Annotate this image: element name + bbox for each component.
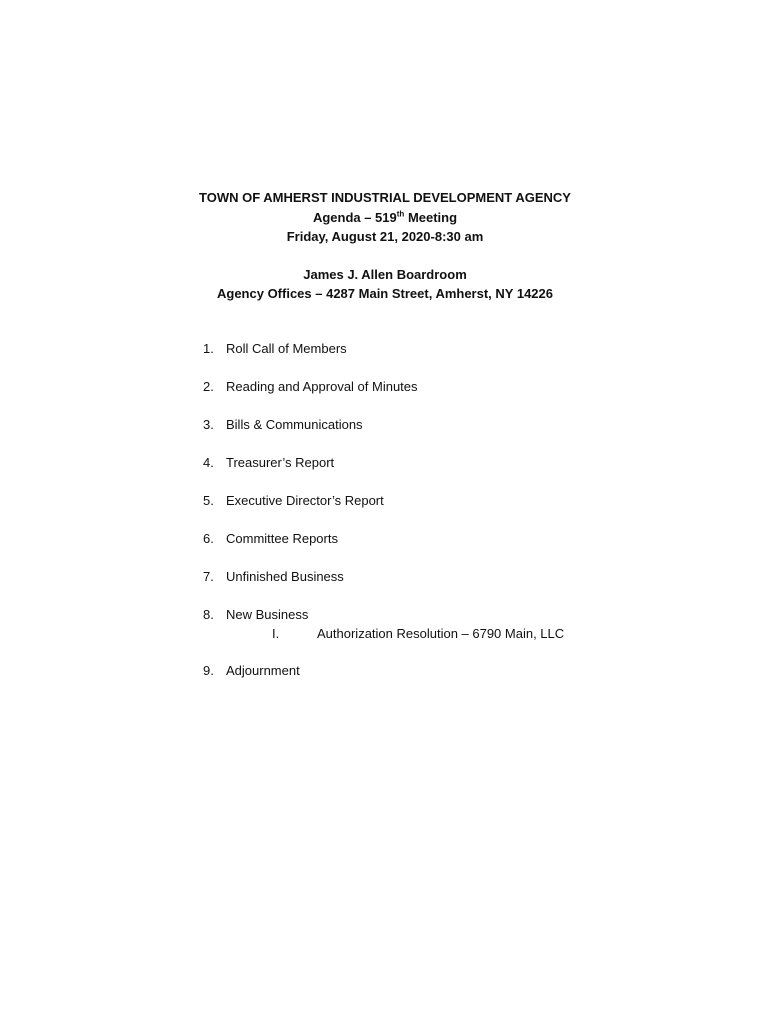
agenda-item: [203, 568, 344, 586]
meeting-address: Agency Offices – 4287 Main Street, Amherst, NY 14226: [217, 286, 553, 301]
agenda-header: [0, 188, 770, 304]
header-spacer: [0, 247, 770, 265]
agenda-item-label: New Business: [226, 607, 309, 622]
agenda-item-label: Adjournment: [226, 663, 300, 678]
agenda-item-label: Roll Call of Members: [226, 341, 347, 356]
agenda-item-label: Executive Director’s Report: [226, 493, 384, 508]
meeting-title-prefix: Agenda – 519: [312, 209, 397, 225]
agenda-item: [203, 492, 384, 510]
meeting-title: [0, 208, 770, 228]
meeting-room: James J. Allen Boardroom: [303, 266, 467, 282]
agenda-item: [203, 378, 418, 396]
agenda-item-label: Reading and Approval of Minutes: [226, 379, 418, 394]
agenda-item-number: 5.: [203, 493, 214, 508]
agenda-item-label: Bills & Communications: [226, 417, 363, 432]
agenda-item-number: 2.: [203, 379, 214, 394]
agenda-item-number: 8.: [203, 607, 214, 622]
agenda-item-number: 6.: [203, 531, 214, 546]
agenda-item-number: 7.: [203, 569, 214, 584]
meeting-title-ordinal: th: [396, 209, 405, 219]
agenda-item-number: 9.: [203, 663, 214, 678]
agenda-sub-item-number: I.: [272, 626, 280, 641]
agenda-item: [203, 530, 338, 548]
agenda-item-number: 3.: [203, 417, 214, 432]
agenda-item-label: Committee Reports: [226, 531, 338, 546]
agenda-item-label: Treasurer’s Report: [226, 455, 335, 470]
meeting-date: Friday, August 21, 2020-8:30 am: [286, 229, 484, 244]
organization-title: TOWN OF AMHERST INDUSTRIAL DEVELOPMENT AGENCY: [199, 190, 571, 205]
agenda-item: [203, 340, 347, 358]
agenda-sub-item-label: Authorization Resolution – 6790 Main, LLC: [317, 626, 565, 641]
agenda-item: [203, 662, 300, 680]
agenda-item: [203, 454, 334, 472]
agenda-item-number: 1.: [203, 341, 214, 356]
agenda-sub-item: [272, 625, 564, 643]
agenda-item-label: Unfinished Business: [226, 569, 344, 584]
agenda-item-number: 4.: [203, 455, 214, 470]
agenda-item: [203, 606, 308, 624]
meeting-title-suffix: Meeting: [404, 209, 458, 225]
agenda-item: [203, 416, 363, 434]
